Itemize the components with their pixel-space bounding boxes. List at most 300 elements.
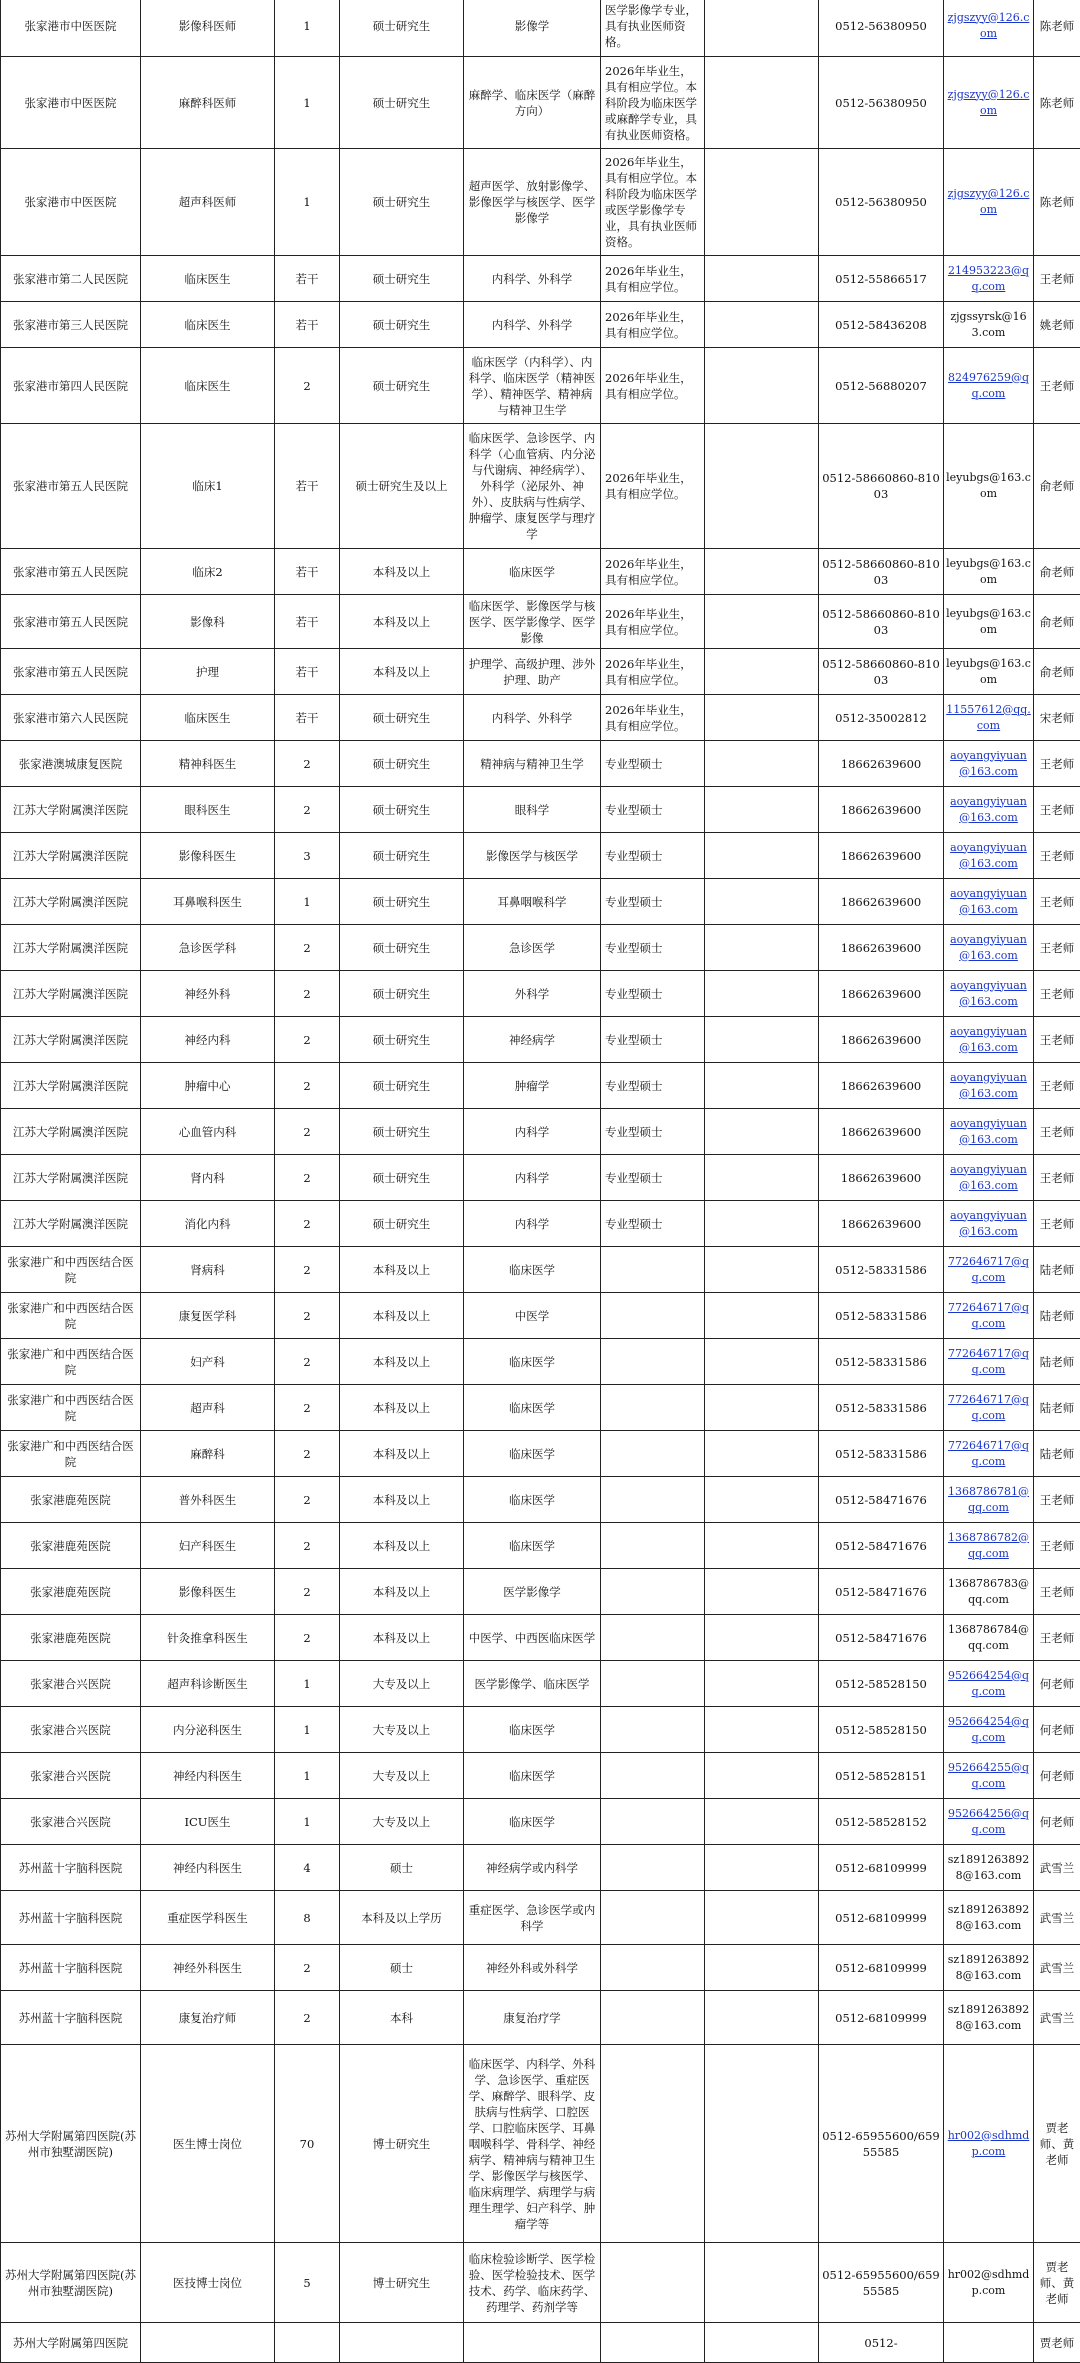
cell-unit: 江苏大学附属澳洋医院 [1,879,141,925]
cell-education: 本科及以上 [340,549,464,595]
cell-email [944,1945,1034,1991]
email-link[interactable]: aoyangyiyuan@163.com [950,1025,1027,1054]
cell-requirement [601,2323,705,2363]
cell-post: 内分泌科医生 [141,1707,275,1753]
cell-phone: 18662639600 [819,925,944,971]
cell-unit: 张家港鹿苑医院 [1,1615,141,1661]
cell-phone: 18662639600 [819,1201,944,1247]
email-link[interactable]: aoyangyiyuan@163.com [950,749,1027,778]
cell-email [944,1753,1034,1799]
table-row [1,2323,1080,2363]
cell-email [944,595,1034,649]
cell-phone: 0512-56380950 [819,57,944,149]
cell-contact: 俞老师 [1034,424,1080,549]
cell-phone: 0512-58331586 [819,1339,944,1385]
cell-count: 2 [275,787,340,833]
cell-phone: 0512-68109999 [819,1991,944,2045]
cell-requirement: 专业型硕士 [601,971,705,1017]
cell-post: 麻醉科 [141,1431,275,1477]
cell-phone: 0512-58436208 [819,302,944,348]
cell-contact: 王老师 [1034,1477,1080,1523]
cell-empty [705,2243,819,2323]
cell-requirement [601,2045,705,2243]
cell-major: 临床医学 [464,1523,601,1569]
cell-count: 2 [275,1339,340,1385]
cell-email [944,302,1034,348]
cell-email [944,741,1034,787]
cell-education: 博士研究生 [340,2243,464,2323]
cell-education: 大专及以上 [340,1661,464,1707]
email-link[interactable]: zjgszyy@126.com [948,88,1030,117]
cell-contact: 王老师 [1034,1201,1080,1247]
table-body [1,0,1080,2363]
cell-education: 硕士研究生 [340,971,464,1017]
email-link[interactable]: 824976259@qq.com [948,371,1029,400]
table-row [1,149,1080,256]
cell-major: 临床医学、急诊医学、内科学（心血管病、内分泌与代谢病、神经病学）、外科学（泌尿外、神外）、皮肤病与性病学、肿瘤学、康复医学与理疗学 [464,424,601,549]
cell-empty [705,833,819,879]
cell-major: 康复治疗学 [464,1991,601,2045]
cell-count: 2 [275,741,340,787]
email-link[interactable]: 952664255@qq.com [948,1761,1029,1790]
table-row [1,787,1080,833]
email-text: leyubgs@163.com [946,657,1031,686]
cell-requirement [601,1945,705,1991]
cell-education: 硕士研究生 [340,1017,464,1063]
cell-phone: 0512-58471676 [819,1615,944,1661]
cell-contact: 陈老师 [1034,0,1080,57]
email-link[interactable]: aoyangyiyuan@163.com [950,1163,1027,1192]
cell-major: 眼科学 [464,787,601,833]
cell-email [944,1063,1034,1109]
cell-email [944,256,1034,302]
email-link[interactable]: aoyangyiyuan@163.com [950,887,1027,916]
email-link[interactable]: zjgszyy@126.com [948,11,1030,40]
cell-unit: 张家港市第四人民医院 [1,348,141,424]
email-link[interactable]: aoyangyiyuan@163.com [950,979,1027,1008]
cell-empty [705,2323,819,2363]
cell-education: 本科及以上学历 [340,1891,464,1945]
cell-education: 硕士研究生 [340,787,464,833]
cell-post: 临床2 [141,549,275,595]
cell-education: 硕士研究生 [340,0,464,57]
cell-education: 本科及以上 [340,1247,464,1293]
cell-unit: 江苏大学附属澳洋医院 [1,1063,141,1109]
cell-requirement: 2026年毕业生，具有相应学位。 [601,695,705,741]
cell-education: 硕士研究生 [340,57,464,149]
cell-email [944,1523,1034,1569]
email-link[interactable]: 772646717@qq.com [948,1255,1029,1284]
cell-empty [705,149,819,256]
cell-count: 2 [275,1945,340,1991]
cell-major: 内科学、外科学 [464,695,601,741]
cell-unit: 张家港鹿苑医院 [1,1477,141,1523]
cell-unit: 苏州蓝十字脑科医院 [1,1891,141,1945]
cell-education: 本科及以上 [340,595,464,649]
cell-contact: 王老师 [1034,741,1080,787]
cell-count: 2 [275,1109,340,1155]
cell-empty [705,595,819,649]
cell-post: 神经外科医生 [141,1945,275,1991]
cell-post: 精神科医生 [141,741,275,787]
cell-major: 影像医学与核医学 [464,833,601,879]
cell-empty [705,1945,819,1991]
cell-unit: 张家港广和中西医结合医院 [1,1293,141,1339]
cell-major: 医学影像学、临床医学 [464,1661,601,1707]
cell-empty [705,1991,819,2045]
email-link[interactable]: 772646717@qq.com [948,1439,1029,1468]
cell-email [944,1017,1034,1063]
cell-phone: 0512-56880207 [819,348,944,424]
cell-major: 内科学 [464,1201,601,1247]
cell-phone: 0512-58528151 [819,1753,944,1799]
cell-empty [705,1339,819,1385]
cell-contact: 王老师 [1034,1063,1080,1109]
cell-post [141,2323,275,2363]
email-link[interactable]: aoyangyiyuan@163.com [950,1117,1027,1146]
cell-education: 硕士研究生 [340,149,464,256]
cell-empty [705,1201,819,1247]
cell-email [944,1109,1034,1155]
cell-unit: 张家港合兴医院 [1,1799,141,1845]
cell-phone: 0512-58528150 [819,1707,944,1753]
cell-education [340,2323,464,2363]
cell-unit: 张家港市第五人民医院 [1,424,141,549]
cell-phone: 0512-58331586 [819,1247,944,1293]
cell-email [944,925,1034,971]
cell-email [944,1799,1034,1845]
cell-post: 重症医学科医生 [141,1891,275,1945]
cell-contact: 王老师 [1034,833,1080,879]
cell-education: 本科及以上 [340,1431,464,1477]
cell-phone: 0512-58471676 [819,1477,944,1523]
cell-phone: 0512-58528152 [819,1799,944,1845]
email-link[interactable]: 11557612@qq.com [946,703,1031,732]
cell-post: 影像科医师 [141,0,275,57]
cell-education: 本科及以上 [340,1615,464,1661]
cell-empty [705,741,819,787]
cell-contact: 王老师 [1034,1569,1080,1615]
cell-unit: 张家港市第二人民医院 [1,256,141,302]
cell-count: 2 [275,1293,340,1339]
cell-phone: 0512-58331586 [819,1385,944,1431]
cell-phone: 18662639600 [819,1109,944,1155]
cell-major: 临床医学 [464,1431,601,1477]
cell-post: 肾内科 [141,1155,275,1201]
cell-count: 1 [275,1707,340,1753]
cell-post: 临床医生 [141,695,275,741]
cell-major: 神经病学 [464,1017,601,1063]
email-text: sz18912638928@163.com [948,1953,1029,1982]
cell-education: 本科及以上 [340,1293,464,1339]
cell-phone: 0512-56380950 [819,149,944,256]
cell-phone: 0512-55866517 [819,256,944,302]
table-row [1,57,1080,149]
cell-unit: 苏州蓝十字脑科医院 [1,1845,141,1891]
cell-empty [705,649,819,695]
cell-unit: 张家港广和中西医结合医院 [1,1247,141,1293]
cell-email [944,1477,1034,1523]
cell-post: 妇产科 [141,1339,275,1385]
cell-email [944,149,1034,256]
table-row [1,1707,1080,1753]
cell-phone: 0512-58331586 [819,1293,944,1339]
table-row [1,741,1080,787]
cell-empty [705,879,819,925]
table-row [1,1945,1080,1991]
cell-unit: 张家港合兴医院 [1,1661,141,1707]
cell-phone: 18662639600 [819,971,944,1017]
cell-education: 硕士研究生 [340,925,464,971]
email-link[interactable]: 952664254@qq.com [948,1669,1029,1698]
cell-count: 2 [275,348,340,424]
email-link[interactable]: 1368786781@qq.com [948,1485,1029,1514]
cell-count: 1 [275,1799,340,1845]
cell-major: 影像学 [464,0,601,57]
cell-empty [705,549,819,595]
cell-email [944,1247,1034,1293]
cell-phone: 0512-65955600/65955585 [819,2045,944,2243]
cell-major: 中医学、中西医临床医学 [464,1615,601,1661]
cell-major: 内科学、外科学 [464,256,601,302]
cell-phone: 18662639600 [819,1017,944,1063]
cell-post: 肿瘤中心 [141,1063,275,1109]
cell-contact: 贾老师、黄老师 [1034,2243,1080,2323]
cell-post: 影像科 [141,595,275,649]
cell-post: 耳鼻喉科医生 [141,879,275,925]
cell-major: 神经外科或外科学 [464,1945,601,1991]
cell-count: 2 [275,1477,340,1523]
cell-unit: 苏州蓝十字脑科医院 [1,1945,141,1991]
cell-education: 硕士研究生 [340,741,464,787]
table-row [1,424,1080,549]
cell-count: 若干 [275,302,340,348]
cell-major: 临床医学（内科学）、内科学、临床医学（精神医学）、精神医学、精神病与精神卫生学 [464,348,601,424]
cell-major: 临床医学 [464,1385,601,1431]
cell-requirement [601,1339,705,1385]
cell-empty [705,971,819,1017]
cell-education: 硕士研究生 [340,1201,464,1247]
cell-phone: 0512-56380950 [819,0,944,57]
cell-phone: 0512-35002812 [819,695,944,741]
cell-contact: 陆老师 [1034,1339,1080,1385]
cell-post: 眼科医生 [141,787,275,833]
cell-major: 耳鼻咽喉科学 [464,879,601,925]
cell-empty [705,1615,819,1661]
cell-phone: 0512-58471676 [819,1569,944,1615]
cell-major: 重症医学、急诊医学或内科学 [464,1891,601,1945]
email-link[interactable]: zjgszyy@126.com [948,187,1030,216]
cell-unit: 苏州大学附属第四医院 [1,2323,141,2363]
cell-major: 肿瘤学 [464,1063,601,1109]
cell-empty [705,1569,819,1615]
cell-post: 超声科诊断医生 [141,1661,275,1707]
cell-post: 消化内科 [141,1201,275,1247]
cell-major: 中医学 [464,1293,601,1339]
email-text: sz18912638928@163.com [948,1903,1029,1932]
cell-empty [705,1385,819,1431]
cell-count: 2 [275,1063,340,1109]
cell-contact: 何老师 [1034,1799,1080,1845]
cell-post: 医生博士岗位 [141,2045,275,2243]
cell-education: 硕士研究生 [340,833,464,879]
cell-unit: 江苏大学附属澳洋医院 [1,925,141,971]
cell-contact: 武雪兰 [1034,1891,1080,1945]
email-link[interactable]: aoyangyiyuan@163.com [950,795,1027,824]
cell-email [944,1155,1034,1201]
cell-unit: 张家港广和中西医结合医院 [1,1431,141,1477]
email-link[interactable]: aoyangyiyuan@163.com [950,841,1027,870]
cell-count: 2 [275,1615,340,1661]
cell-requirement [601,1477,705,1523]
table-row [1,2045,1080,2243]
cell-requirement: 专业型硕士 [601,741,705,787]
cell-post: 肾病科 [141,1247,275,1293]
cell-requirement [601,1707,705,1753]
cell-major: 临床医学 [464,1477,601,1523]
email-link[interactable]: 772646717@qq.com [948,1347,1029,1376]
cell-phone: 0512- [819,2323,944,2363]
cell-count: 8 [275,1891,340,1945]
cell-email [944,57,1034,149]
cell-contact: 陈老师 [1034,149,1080,256]
cell-post: 影像科医生 [141,1569,275,1615]
cell-email [944,348,1034,424]
email-link[interactable]: 772646717@qq.com [948,1301,1029,1330]
cell-requirement [601,2243,705,2323]
table-row [1,2243,1080,2323]
cell-unit: 张家港鹿苑医院 [1,1569,141,1615]
cell-major: 超声医学、放射影像学、影像医学与核医学、医学影像学 [464,149,601,256]
email-link[interactable]: 1368786782@qq.com [948,1531,1029,1560]
cell-empty [705,1017,819,1063]
cell-contact: 王老师 [1034,1523,1080,1569]
cell-unit: 张家港广和中西医结合医院 [1,1339,141,1385]
table-row [1,925,1080,971]
cell-empty [705,57,819,149]
cell-unit: 江苏大学附属澳洋医院 [1,787,141,833]
table-row [1,1431,1080,1477]
cell-requirement: 专业型硕士 [601,1109,705,1155]
email-link[interactable]: aoyangyiyuan@163.com [950,1071,1027,1100]
table-row [1,1477,1080,1523]
email-text: sz18912638928@163.com [948,1853,1029,1882]
cell-count: 3 [275,833,340,879]
table-row [1,1293,1080,1339]
cell-phone: 0512-58528150 [819,1661,944,1707]
email-text: leyubgs@163.com [946,557,1031,586]
cell-requirement: 2026年毕业生，具有相应学位。 [601,348,705,424]
email-link[interactable]: 952664256@qq.com [948,1807,1029,1836]
cell-post: 康复治疗师 [141,1991,275,2045]
cell-contact: 俞老师 [1034,595,1080,649]
cell-requirement [601,1293,705,1339]
cell-contact: 宋老师 [1034,695,1080,741]
cell-contact: 陆老师 [1034,1385,1080,1431]
cell-requirement [601,1753,705,1799]
cell-education: 本科及以上 [340,1523,464,1569]
cell-major: 精神病与精神卫生学 [464,741,601,787]
cell-email [944,787,1034,833]
cell-phone: 18662639600 [819,833,944,879]
cell-contact: 俞老师 [1034,649,1080,695]
cell-post: 神经内科医生 [141,1753,275,1799]
cell-education: 硕士研究生 [340,302,464,348]
cell-unit: 江苏大学附属澳洋医院 [1,1201,141,1247]
table-row [1,971,1080,1017]
cell-education: 硕士研究生 [340,256,464,302]
cell-major: 临床医学 [464,1247,601,1293]
cell-email [944,1339,1034,1385]
cell-contact: 武雪兰 [1034,1991,1080,2045]
cell-unit: 江苏大学附属澳洋医院 [1,833,141,879]
cell-count: 若干 [275,649,340,695]
cell-requirement: 2026年毕业生，具有相应学位。 [601,256,705,302]
cell-requirement [601,1385,705,1431]
email-link[interactable]: 214953223@qq.com [948,264,1029,293]
table-row [1,695,1080,741]
cell-email [944,2323,1034,2363]
cell-unit: 张家港市第五人民医院 [1,595,141,649]
cell-post: 护理 [141,649,275,695]
cell-contact: 贾老师、黄老师 [1034,2045,1080,2243]
cell-major: 神经病学或内科学 [464,1845,601,1891]
cell-education: 大专及以上 [340,1707,464,1753]
email-link[interactable]: aoyangyiyuan@163.com [950,1209,1027,1238]
cell-phone: 0512-58471676 [819,1523,944,1569]
cell-education: 硕士研究生 [340,1155,464,1201]
cell-unit: 张家港市中医医院 [1,149,141,256]
cell-count: 若干 [275,595,340,649]
cell-contact: 王老师 [1034,1615,1080,1661]
cell-unit: 张家港市第五人民医院 [1,649,141,695]
email-text: 1368786783@qq.com [948,1577,1029,1606]
email-link[interactable]: 772646717@qq.com [948,1393,1029,1422]
email-link[interactable]: aoyangyiyuan@163.com [950,933,1027,962]
email-link[interactable]: 952664254@qq.com [948,1715,1029,1744]
cell-requirement: 专业型硕士 [601,1201,705,1247]
cell-major: 临床医学 [464,1339,601,1385]
cell-empty [705,1799,819,1845]
cell-email [944,649,1034,695]
cell-empty [705,787,819,833]
cell-post: 急诊医学科 [141,925,275,971]
cell-major: 临床医学、影像医学与核医学、医学影像学、医学影像 [464,595,601,649]
email-link[interactable]: hr002@sdhmdp.com [948,2129,1030,2158]
cell-empty [705,1431,819,1477]
cell-empty [705,925,819,971]
cell-major: 临床医学 [464,1799,601,1845]
cell-phone: 0512-68109999 [819,1945,944,1991]
cell-empty [705,1891,819,1945]
table-row [1,649,1080,695]
cell-post: 康复医学科 [141,1293,275,1339]
cell-count: 1 [275,57,340,149]
cell-major: 急诊医学 [464,925,601,971]
cell-education: 本科及以上 [340,1569,464,1615]
cell-phone: 18662639600 [819,787,944,833]
email-text: leyubgs@163.com [946,471,1031,500]
cell-education: 大专及以上 [340,1753,464,1799]
cell-count: 1 [275,1661,340,1707]
cell-unit: 江苏大学附属澳洋医院 [1,1109,141,1155]
cell-contact: 王老师 [1034,971,1080,1017]
cell-unit: 苏州大学附属第四医院(苏州市独墅湖医院) [1,2045,141,2243]
cell-empty [705,1247,819,1293]
cell-email [944,1891,1034,1945]
cell-count: 1 [275,149,340,256]
cell-count: 2 [275,971,340,1017]
